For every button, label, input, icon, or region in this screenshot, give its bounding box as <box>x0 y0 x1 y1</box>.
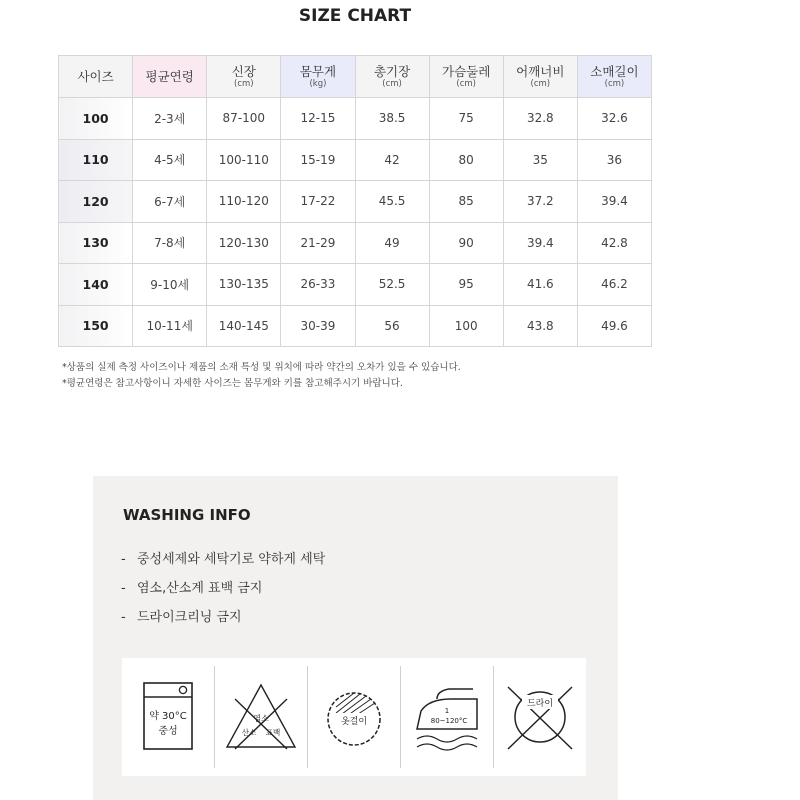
header-total-length <box>355 56 429 98</box>
instruction-text: 드라이크리닝 금지 <box>137 610 242 625</box>
table-row <box>59 98 652 140</box>
height-cell: 100-110 <box>207 139 281 181</box>
total-length-cell: 42 <box>355 139 429 181</box>
sleeve-cell: 49.6 <box>577 305 651 347</box>
size-cell: 110 <box>59 139 133 181</box>
age-cell: 2-3세 <box>133 98 207 140</box>
size-cell: 140 <box>59 264 133 306</box>
size-chart-header-row <box>59 56 652 98</box>
header-label: 몸무게 <box>299 63 337 79</box>
bullet-dash: - <box>121 581 126 596</box>
size-cell: 150 <box>59 305 133 347</box>
size-cell: 100 <box>59 98 133 140</box>
wash-temp-label: 약 30°C <box>149 711 187 722</box>
sleeve-cell: 46.2 <box>577 264 651 306</box>
bullet-dash: - <box>121 610 126 625</box>
header-age <box>133 56 207 98</box>
no-bleach-icon <box>221 677 301 757</box>
age-cell: 10-11세 <box>133 305 207 347</box>
instruction-text: 중성세제와 세탁기로 약하게 세탁 <box>137 552 326 567</box>
header-shoulder <box>503 56 577 98</box>
sleeve-cell: 42.8 <box>577 222 651 264</box>
age-cell: 7-8세 <box>133 222 207 264</box>
chest-cell: 100 <box>429 305 503 347</box>
size-chart-title: SIZE CHART <box>298 6 412 26</box>
table-row <box>59 139 652 181</box>
list-item <box>121 606 325 635</box>
sleeve-cell: 36 <box>577 139 651 181</box>
chest-cell: 75 <box>429 98 503 140</box>
size-chart-notes <box>62 360 461 392</box>
care-symbol-iron <box>401 666 494 768</box>
header-unit: (kg) <box>309 78 327 89</box>
table-row <box>59 222 652 264</box>
header-unit: (cm) <box>604 78 625 89</box>
header-unit: (cm) <box>530 78 551 89</box>
weight-cell: 17-22 <box>281 181 355 223</box>
care-symbol-wash <box>122 666 215 768</box>
iron-icon <box>407 677 487 757</box>
dry-clean-label: 드라이 <box>526 699 554 709</box>
header-unit: (cm) <box>456 78 476 89</box>
height-cell: 120-130 <box>207 222 281 264</box>
bleach-label-bleach: 표백 <box>265 728 281 737</box>
table-row <box>59 264 652 306</box>
weight-cell: 30-39 <box>281 305 355 347</box>
header-label: 평균연령 <box>145 69 194 84</box>
no-dry-clean-icon <box>500 677 580 757</box>
header-sleeve <box>577 56 651 98</box>
washing-instructions-list <box>121 548 325 635</box>
hang-dry-icon <box>314 677 394 757</box>
header-label: 총기장 <box>373 63 411 79</box>
height-cell: 140-145 <box>207 305 281 347</box>
height-cell: 87-100 <box>207 98 281 140</box>
total-length-cell: 38.5 <box>355 98 429 140</box>
care-symbol-hang-dry <box>308 666 401 768</box>
total-length-cell: 52.5 <box>355 264 429 306</box>
shoulder-cell: 41.6 <box>503 264 577 306</box>
care-symbols-box <box>122 658 586 776</box>
iron-level-label: 1 <box>444 707 450 715</box>
header-label: 신장 <box>231 63 256 79</box>
total-length-cell: 56 <box>355 305 429 347</box>
shoulder-cell: 35 <box>503 139 577 181</box>
iron-temp-label: 80~120°C <box>430 717 468 725</box>
chest-cell: 95 <box>429 264 503 306</box>
list-item <box>121 548 325 577</box>
age-cell: 4-5세 <box>133 139 207 181</box>
header-label: 소매길이 <box>590 63 639 79</box>
care-symbol-no-dry-clean <box>494 666 586 768</box>
sleeve-cell: 39.4 <box>577 181 651 223</box>
total-length-cell: 45.5 <box>355 181 429 223</box>
shoulder-cell: 32.8 <box>503 98 577 140</box>
chest-cell: 90 <box>429 222 503 264</box>
header-size <box>59 56 133 98</box>
weight-cell: 26-33 <box>281 264 355 306</box>
sleeve-cell: 32.6 <box>577 98 651 140</box>
note-line: *상품의 실제 측정 사이즈이나 제품의 소재 특성 및 위치에 따라 약간의 오차가 있을 수 있습니다. <box>62 362 461 373</box>
table-row <box>59 181 652 223</box>
header-unit: (cm) <box>382 78 402 89</box>
shoulder-cell: 39.4 <box>503 222 577 264</box>
note-line: *평균연령은 참고사항이니 자세한 사이즈는 몸무게와 키를 참고해주시기 바랍니다. <box>62 378 403 389</box>
weight-cell: 12-15 <box>281 98 355 140</box>
wash-detergent-label: 중성 <box>158 726 178 737</box>
list-item <box>121 577 325 606</box>
bullet-dash: - <box>121 552 126 567</box>
shoulder-cell: 37.2 <box>503 181 577 223</box>
height-cell: 130-135 <box>207 264 281 306</box>
header-weight <box>281 56 355 98</box>
header-label: 어깨너비 <box>516 63 565 79</box>
wash-icon <box>128 677 208 757</box>
age-cell: 6-7세 <box>133 181 207 223</box>
table-row <box>59 305 652 347</box>
bleach-label-oxygen: 산소 <box>241 728 257 737</box>
size-cell: 130 <box>59 222 133 264</box>
header-label: 가슴둘레 <box>442 63 491 79</box>
height-cell: 110-120 <box>207 181 281 223</box>
hanger-label: 옷걸이 <box>340 717 368 727</box>
header-chest <box>429 56 503 98</box>
chest-cell: 85 <box>429 181 503 223</box>
header-height <box>207 56 281 98</box>
header-unit: (cm) <box>234 78 254 89</box>
weight-cell: 15-19 <box>281 139 355 181</box>
chest-cell: 80 <box>429 139 503 181</box>
age-cell: 9-10세 <box>133 264 207 306</box>
shoulder-cell: 43.8 <box>503 305 577 347</box>
header-label: 사이즈 <box>77 69 114 84</box>
bleach-label-chlorine: 염소 <box>253 714 269 723</box>
instruction-text: 염소,산소계 표백 금지 <box>137 581 263 596</box>
washing-info-panel <box>93 476 618 800</box>
weight-cell: 21-29 <box>281 222 355 264</box>
care-symbol-no-bleach <box>215 666 308 768</box>
size-cell: 120 <box>59 181 133 223</box>
total-length-cell: 49 <box>355 222 429 264</box>
size-chart-table <box>58 55 652 347</box>
washing-info-title: WASHING INFO <box>123 506 251 524</box>
